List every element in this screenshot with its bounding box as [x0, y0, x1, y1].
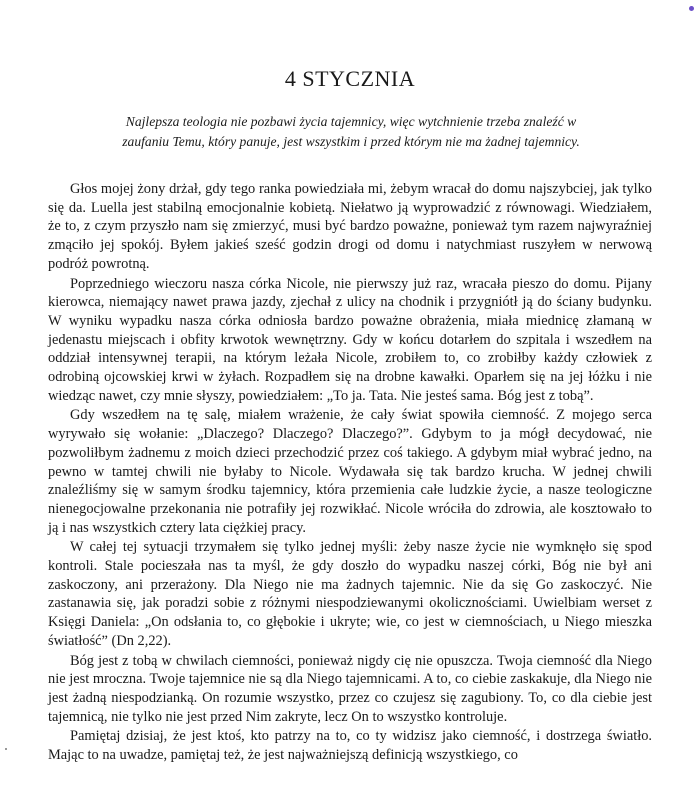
corner-marker-dot: [689, 6, 694, 11]
body-text: [48, 180, 652, 766]
margin-mark: [5, 748, 7, 750]
paragraph: Głos mojej żony drżał, gdy tego ranka powiedziała mi, żebym wracał do domu najszybciej, jak tylko się da. Luella jest stabilną emocjonalnie kobietą. Niełatwo ją wyprowadzić z równowagi. Wiedziałem, że to, z czym przyszło nam się zmierzyć, musi być bardzo poważne, ponieważ tym razem najwyraźniej zmąciło jej spokój. Byłem jakieś sześć godzin drogi od domu i natychmiast ruszyłem w nerwową podróż powrotną.: [48, 181, 652, 272]
paragraph: Gdy wszedłem na tę salę, miałem wrażenie, że cały świat spowiła ciemność. Z mojego serca wyrywało się wołanie: „Dlaczego? Dlaczego? Dlaczego?”. Gdybym to ja mógł decydować, nie pozwoliłbym żadnemu z moich dzieci przechodzić przez coś takiego. A gdybym miał wybrać jedno, na pewno w tamtej chwili nie byłaby to Nicole. Wydawała się tak bardzo krucha. W jednej chwili znaleźliśmy się w samym środku tajemnicy, która przemienia całe ludzkie życie, a nasze teologiczne nienegocjowalne przekonania nie potrafiły jej rozwikłać. Nicole wróciła do zdrowia, ale kosztowało to ją i nas wszystkich cztery lata ciężkiej pracy.: [48, 407, 652, 536]
paragraph: Bóg jest z tobą w chwilach ciemności, ponieważ nigdy cię nie opuszcza. Twoja ciemność dla Niego nie jest mroczna. Twoje tajemnice nie są dla Niego tajemnicami. A to, co ciebie zaskakuje, dla Niego nie jest żadną niespodzianką. On rozumie wszystko, przez co czujesz się zagubiony. To, co dla ciebie jest tajemnicą, nie tylko nie jest przed Nim zakryte, lecz On to wszystko kontroluje.: [48, 652, 652, 725]
paragraph: Poprzedniego wieczoru nasza córka Nicole, nie pierwszy już raz, wracała pieszo do domu. Pijany kierowca, niemający nawet prawa jazdy, zjechał z ulicy na chodnik i przygniótł ją do ściany budynku. W wyniku wypadku nasza córka odniosła bardzo poważne obrażenia, miała miednicę złamaną w jedenastu miejscach i obfity krwotok wewnętrzny. Gdy w końcu dotarłem do szpitala i wszedłem na oddział intensywnej terapii, na którym leżała Nicole, zrobiłem to, co zrobiłby każdy człowiek z odrobiną ojcowskiej krwi w żyłach. Rozpadłem się na drobne kawałki. Oparłem się na jej łóżku i nie wiedząc nawet, czy mnie słyszy, powiedziałem: „To ja. Tata. Nie jesteś sama. Bóg jest z tobą”.: [48, 275, 652, 404]
page-title: 4 STYCZNIA: [284, 66, 416, 91]
epigraph: Najlepsza teologia nie pozbawi życia tajemnicy, więc wytchnienie trzeba znaleźć w zaufaniu Temu, który panuje, jest wszystkim i przed którym nie ma żadnej tajemnicy.: [122, 114, 580, 149]
paragraph: Pamiętaj dzisiaj, że jest ktoś, kto patrzy na to, co ty widzisz jako ciemność, i dostrzega światło. Mając to na uwadze, pamiętaj też, że jest najważniejszą definicją wszystkiego, co: [48, 728, 652, 764]
paragraph: W całej tej sytuacji trzymałem się tylko jednej myśli: żeby nasze życie nie wymknęło się spod kontroli. Stale pocieszała nas ta myśl, że gdy doszło do wypadku naszej córki, Bóg nie był ani zaskoczony, ani przerażony. Dla Niego nie ma żadnych tajemnic. Nie da się Go zaskoczyć. Nie zastanawia się, jak poradzi sobie z różnymi niespodziewanymi okolicznościami. Uwielbiam werset z Księgi Daniela: „On odsłania to, co głębokie i ukryte; wie, co jest w ciemnościach, u Niego mieszka światłość” (Dn 2,22).: [48, 539, 652, 649]
